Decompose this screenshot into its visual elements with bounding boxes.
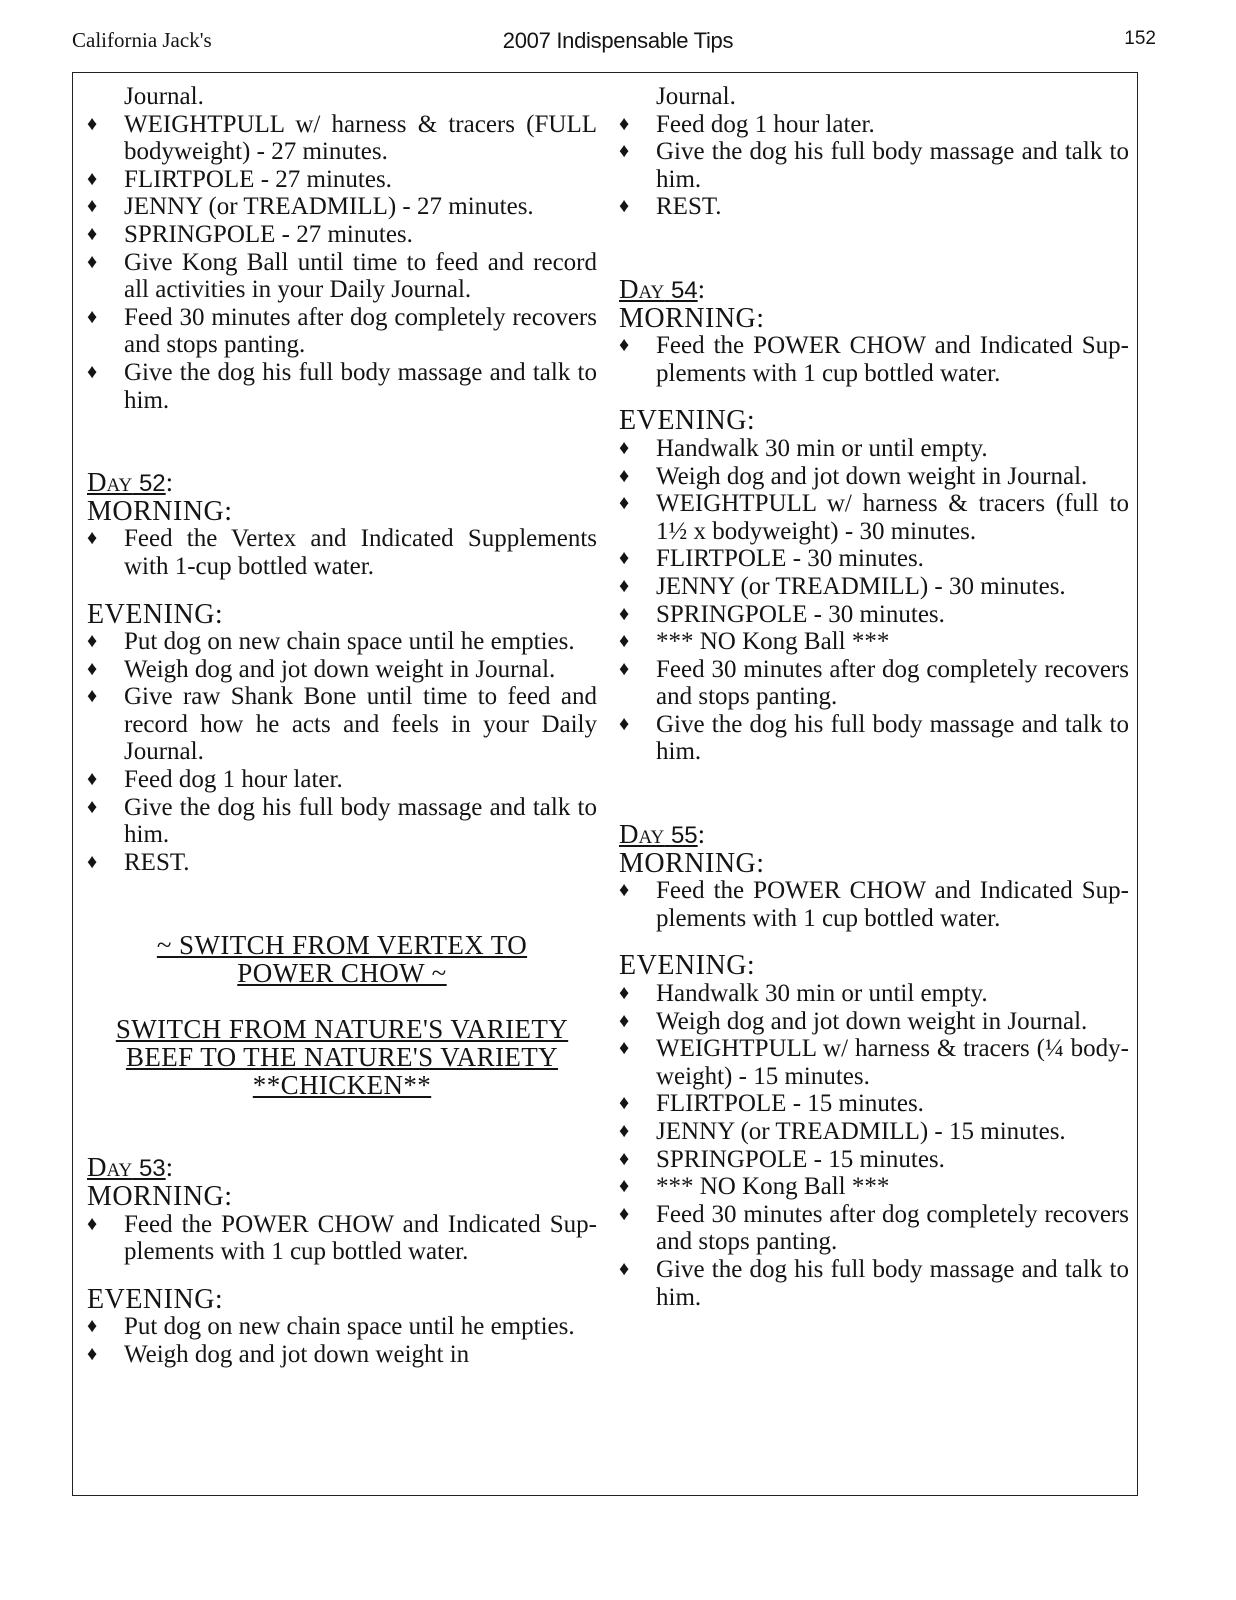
continuation-text: Journal. — [124, 83, 204, 110]
list-item-text: JENNY (or TREADMILL) - 27 minutes. — [124, 193, 534, 221]
switch-notice-chicken: SWITCH FROM NATURE'S VARIETY BEEF TO THE NATURE'S VARIETY **CHICKEN** — [115, 1014, 569, 1101]
list-item — [87, 766, 597, 794]
switch-notice-chow: ~ SWITCH FROM VERTEX TO POWER CHOW ~ — [156, 930, 528, 989]
list-item-text: Give the dog his full body massage and talk to him. — [124, 793, 597, 849]
list-item-text: Put dog on new chain space until he empties. — [124, 1313, 575, 1341]
list-item-text: SPRINGPOLE - 30 minutes. — [656, 600, 945, 628]
day-heading: Day 54: — [619, 273, 706, 304]
day-heading: Day 55: — [619, 819, 706, 850]
day-heading: Day 52: — [87, 467, 174, 498]
diamond-bullet-icon: ♦ — [619, 712, 630, 735]
list-item — [619, 332, 1129, 387]
list-item — [619, 573, 1129, 601]
list-item — [619, 1118, 1129, 1146]
list-item-text: FLIRTPOLE - 15 minutes. — [656, 1090, 924, 1118]
list-item-text: Feed dog 1 hour later. — [124, 766, 343, 794]
day54-section — [619, 273, 1129, 766]
list-item — [619, 1201, 1129, 1256]
diamond-bullet-icon: ♦ — [619, 1257, 630, 1280]
list-item-text: Handwalk 30 min or until empty. — [656, 434, 988, 462]
list-item-text: REST. — [656, 193, 722, 221]
diamond-bullet-icon: ♦ — [619, 1147, 630, 1170]
list-item — [619, 463, 1129, 491]
diamond-bullet-icon: ♦ — [87, 360, 98, 383]
diamond-bullet-icon: ♦ — [87, 1343, 98, 1365]
diamond-bullet-icon: ♦ — [619, 492, 630, 515]
evening-list — [87, 1313, 597, 1368]
list-item-text: Weigh dog and jot down weight in Journal. — [656, 1007, 1088, 1035]
morning-list — [619, 877, 1129, 932]
diamond-bullet-icon: ♦ — [87, 685, 98, 708]
diamond-bullet-icon: ♦ — [87, 1212, 98, 1235]
list-item — [619, 193, 1129, 221]
list-item — [619, 1035, 1129, 1090]
list-item-text: Feed the POWER CHOW and Indicated Sup-plements with 1 cup bottled water. — [656, 332, 1129, 387]
diamond-bullet-icon: ♦ — [87, 527, 98, 550]
list-item-text: JENNY (or TREADMILL) - 15 minutes. — [656, 1118, 1066, 1145]
day55-section — [619, 821, 1129, 1311]
list-item-text: Give the dog his full body massage and talk to him. — [656, 138, 1129, 193]
list-item — [87, 111, 597, 166]
list-item-text: WEIGHTPULL w/ harness & tracers (¼ body-weight) - 15 minutes. — [656, 1035, 1129, 1090]
list-item-text: Feed the POWER CHOW and Indicated Sup-plements with 1 cup bottled water. — [656, 877, 1129, 932]
day53-continued-list — [619, 111, 1129, 221]
list-item-text: *** NO Kong Ball *** — [656, 1173, 890, 1201]
list-item-text: REST. — [124, 848, 190, 876]
list-item-text: Feed 30 minutes after dog completely recovers and stops panting. — [656, 1200, 1129, 1256]
list-item-text: Weigh dog and jot down weight in Journal. — [656, 462, 1088, 490]
diamond-bullet-icon: ♦ — [619, 547, 630, 570]
diamond-bullet-icon: ♦ — [619, 1175, 630, 1198]
diamond-bullet-icon: ♦ — [87, 250, 98, 273]
list-item — [619, 490, 1129, 545]
evening-list — [619, 435, 1129, 766]
diamond-bullet-icon: ♦ — [619, 195, 630, 218]
list-item-text: JENNY (or TREADMILL) - 30 minutes. — [656, 572, 1066, 600]
list-item — [619, 980, 1129, 1008]
list-item — [87, 1313, 597, 1341]
list-item — [619, 545, 1129, 573]
list-item — [87, 249, 597, 304]
left-column — [87, 83, 597, 1369]
diamond-bullet-icon: ♦ — [619, 879, 630, 902]
diamond-bullet-icon: ♦ — [619, 657, 630, 680]
list-item — [87, 359, 597, 414]
list-item-text: Handwalk 30 min or until empty. — [656, 980, 988, 1008]
list-item — [619, 1146, 1129, 1174]
diamond-bullet-icon: ♦ — [619, 630, 630, 653]
list-item — [619, 656, 1129, 711]
list-item-text: SPRINGPOLE - 15 minutes. — [656, 1145, 945, 1173]
evening-list — [619, 980, 1129, 1311]
diamond-bullet-icon: ♦ — [87, 768, 98, 791]
list-item — [87, 525, 597, 580]
list-item-text: Feed 30 minutes after dog completely recovers and stops panting. — [656, 655, 1129, 711]
list-item — [619, 138, 1129, 193]
morning-heading: MORNING: — [619, 302, 765, 334]
diamond-bullet-icon: ♦ — [619, 334, 630, 357]
evening-heading: EVENING: — [87, 1283, 224, 1315]
list-item — [619, 1090, 1129, 1118]
list-item — [619, 1008, 1129, 1036]
content-frame — [72, 72, 1138, 1496]
diamond-bullet-icon: ♦ — [619, 112, 630, 135]
day53-section — [87, 1154, 597, 1368]
diamond-bullet-icon: ♦ — [87, 305, 98, 328]
diamond-bullet-icon: ♦ — [619, 602, 630, 625]
list-item — [87, 849, 597, 877]
diamond-bullet-icon: ♦ — [619, 1120, 630, 1142]
diamond-bullet-icon: ♦ — [619, 1037, 630, 1060]
list-item-text: Feed dog 1 hour later. — [656, 110, 875, 138]
diamond-bullet-icon: ♦ — [619, 464, 630, 487]
diamond-bullet-icon: ♦ — [87, 112, 98, 135]
diamond-bullet-icon: ♦ — [619, 436, 630, 459]
list-item-text: Put dog on new chain space until he empties. — [124, 628, 575, 656]
continuation-text: Journal. — [656, 83, 736, 110]
diamond-bullet-icon: ♦ — [619, 1009, 630, 1032]
list-item — [87, 683, 597, 766]
list-item — [87, 166, 597, 194]
list-item-text: Feed the Vertex and Indicated Supplements with 1-cup bottled water. — [124, 525, 597, 580]
list-item-text: *** NO Kong Ball *** — [656, 628, 890, 656]
diamond-bullet-icon: ♦ — [87, 1315, 98, 1338]
diamond-bullet-icon: ♦ — [619, 1202, 630, 1225]
diamond-bullet-icon: ♦ — [619, 1092, 630, 1115]
diamond-bullet-icon: ♦ — [87, 195, 98, 218]
right-column — [619, 83, 1129, 1311]
evening-heading: EVENING: — [619, 950, 756, 982]
list-item-text: SPRINGPOLE - 27 minutes. — [124, 220, 413, 248]
list-item-text: Give the dog his full body massage and talk to him. — [656, 710, 1129, 766]
list-item — [619, 601, 1129, 629]
list-item-text: Give the dog his full body massage and talk to him. — [124, 358, 597, 414]
list-item — [87, 1211, 597, 1266]
diamond-bullet-icon: ♦ — [87, 630, 98, 653]
evening-list — [87, 628, 597, 876]
list-item — [87, 794, 597, 849]
list-item-text: Weigh dog and jot down weight in — [124, 1341, 470, 1368]
diamond-bullet-icon: ♦ — [619, 982, 630, 1005]
diamond-bullet-icon: ♦ — [87, 795, 98, 818]
list-item — [87, 193, 597, 221]
list-item — [87, 656, 597, 684]
diamond-bullet-icon: ♦ — [87, 222, 98, 245]
list-item — [619, 711, 1129, 766]
list-item-text: WEIGHTPULL w/ harness & tracers (FULL bodyweight) - 27 minutes. — [124, 110, 597, 166]
diamond-bullet-icon: ♦ — [619, 140, 630, 163]
diamond-bullet-icon: ♦ — [619, 574, 630, 597]
morning-heading: MORNING: — [87, 495, 233, 527]
list-item — [619, 877, 1129, 932]
list-item — [619, 1256, 1129, 1311]
day52-section — [87, 469, 597, 876]
day-heading: Day 53: — [87, 1152, 174, 1183]
list-item — [619, 111, 1129, 139]
list-item — [87, 221, 597, 249]
morning-heading: MORNING: — [87, 1181, 233, 1213]
evening-heading: EVENING: — [619, 405, 756, 437]
morning-list — [87, 525, 597, 580]
header-series-title: 2007 Indispensable Tips — [502, 28, 734, 53]
diamond-bullet-icon: ♦ — [87, 850, 98, 873]
morning-heading: MORNING: — [619, 847, 765, 879]
diamond-bullet-icon: ♦ — [87, 657, 98, 680]
page-number: 152 — [1124, 28, 1156, 49]
day51-list — [87, 111, 597, 415]
list-item-text: Weigh dog and jot down weight in Journal. — [124, 655, 556, 683]
list-item-text: Give raw Shank Bone until time to feed and record how he acts and feels in your Daily Journal. — [124, 683, 597, 766]
list-item-text: WEIGHTPULL w/ harness & tracers (full to 1½ x bodyweight) - 30 minutes. — [656, 490, 1129, 545]
list-item — [619, 1173, 1129, 1201]
list-item — [87, 628, 597, 656]
list-item — [619, 435, 1129, 463]
list-item-text: Give the dog his full body massage and talk to him. — [656, 1255, 1129, 1311]
header-book-title: California Jack's — [72, 28, 212, 52]
morning-list — [619, 332, 1129, 387]
list-item-text: Feed 30 minutes after dog completely recovers and stops panting. — [124, 303, 597, 359]
list-item-text: FLIRTPOLE - 27 minutes. — [124, 165, 392, 193]
evening-heading: EVENING: — [87, 598, 224, 630]
list-item — [87, 1341, 597, 1369]
diamond-bullet-icon: ♦ — [87, 167, 98, 190]
list-item-text: Give Kong Ball until time to feed and record all activities in your Daily Journal. — [124, 248, 597, 304]
list-item-text: Feed the POWER CHOW and Indicated Sup-plements with 1 cup bottled water. — [124, 1210, 597, 1266]
list-item-text: FLIRTPOLE - 30 minutes. — [656, 545, 924, 573]
morning-list — [87, 1211, 597, 1266]
list-item — [619, 628, 1129, 656]
list-item — [87, 304, 597, 359]
